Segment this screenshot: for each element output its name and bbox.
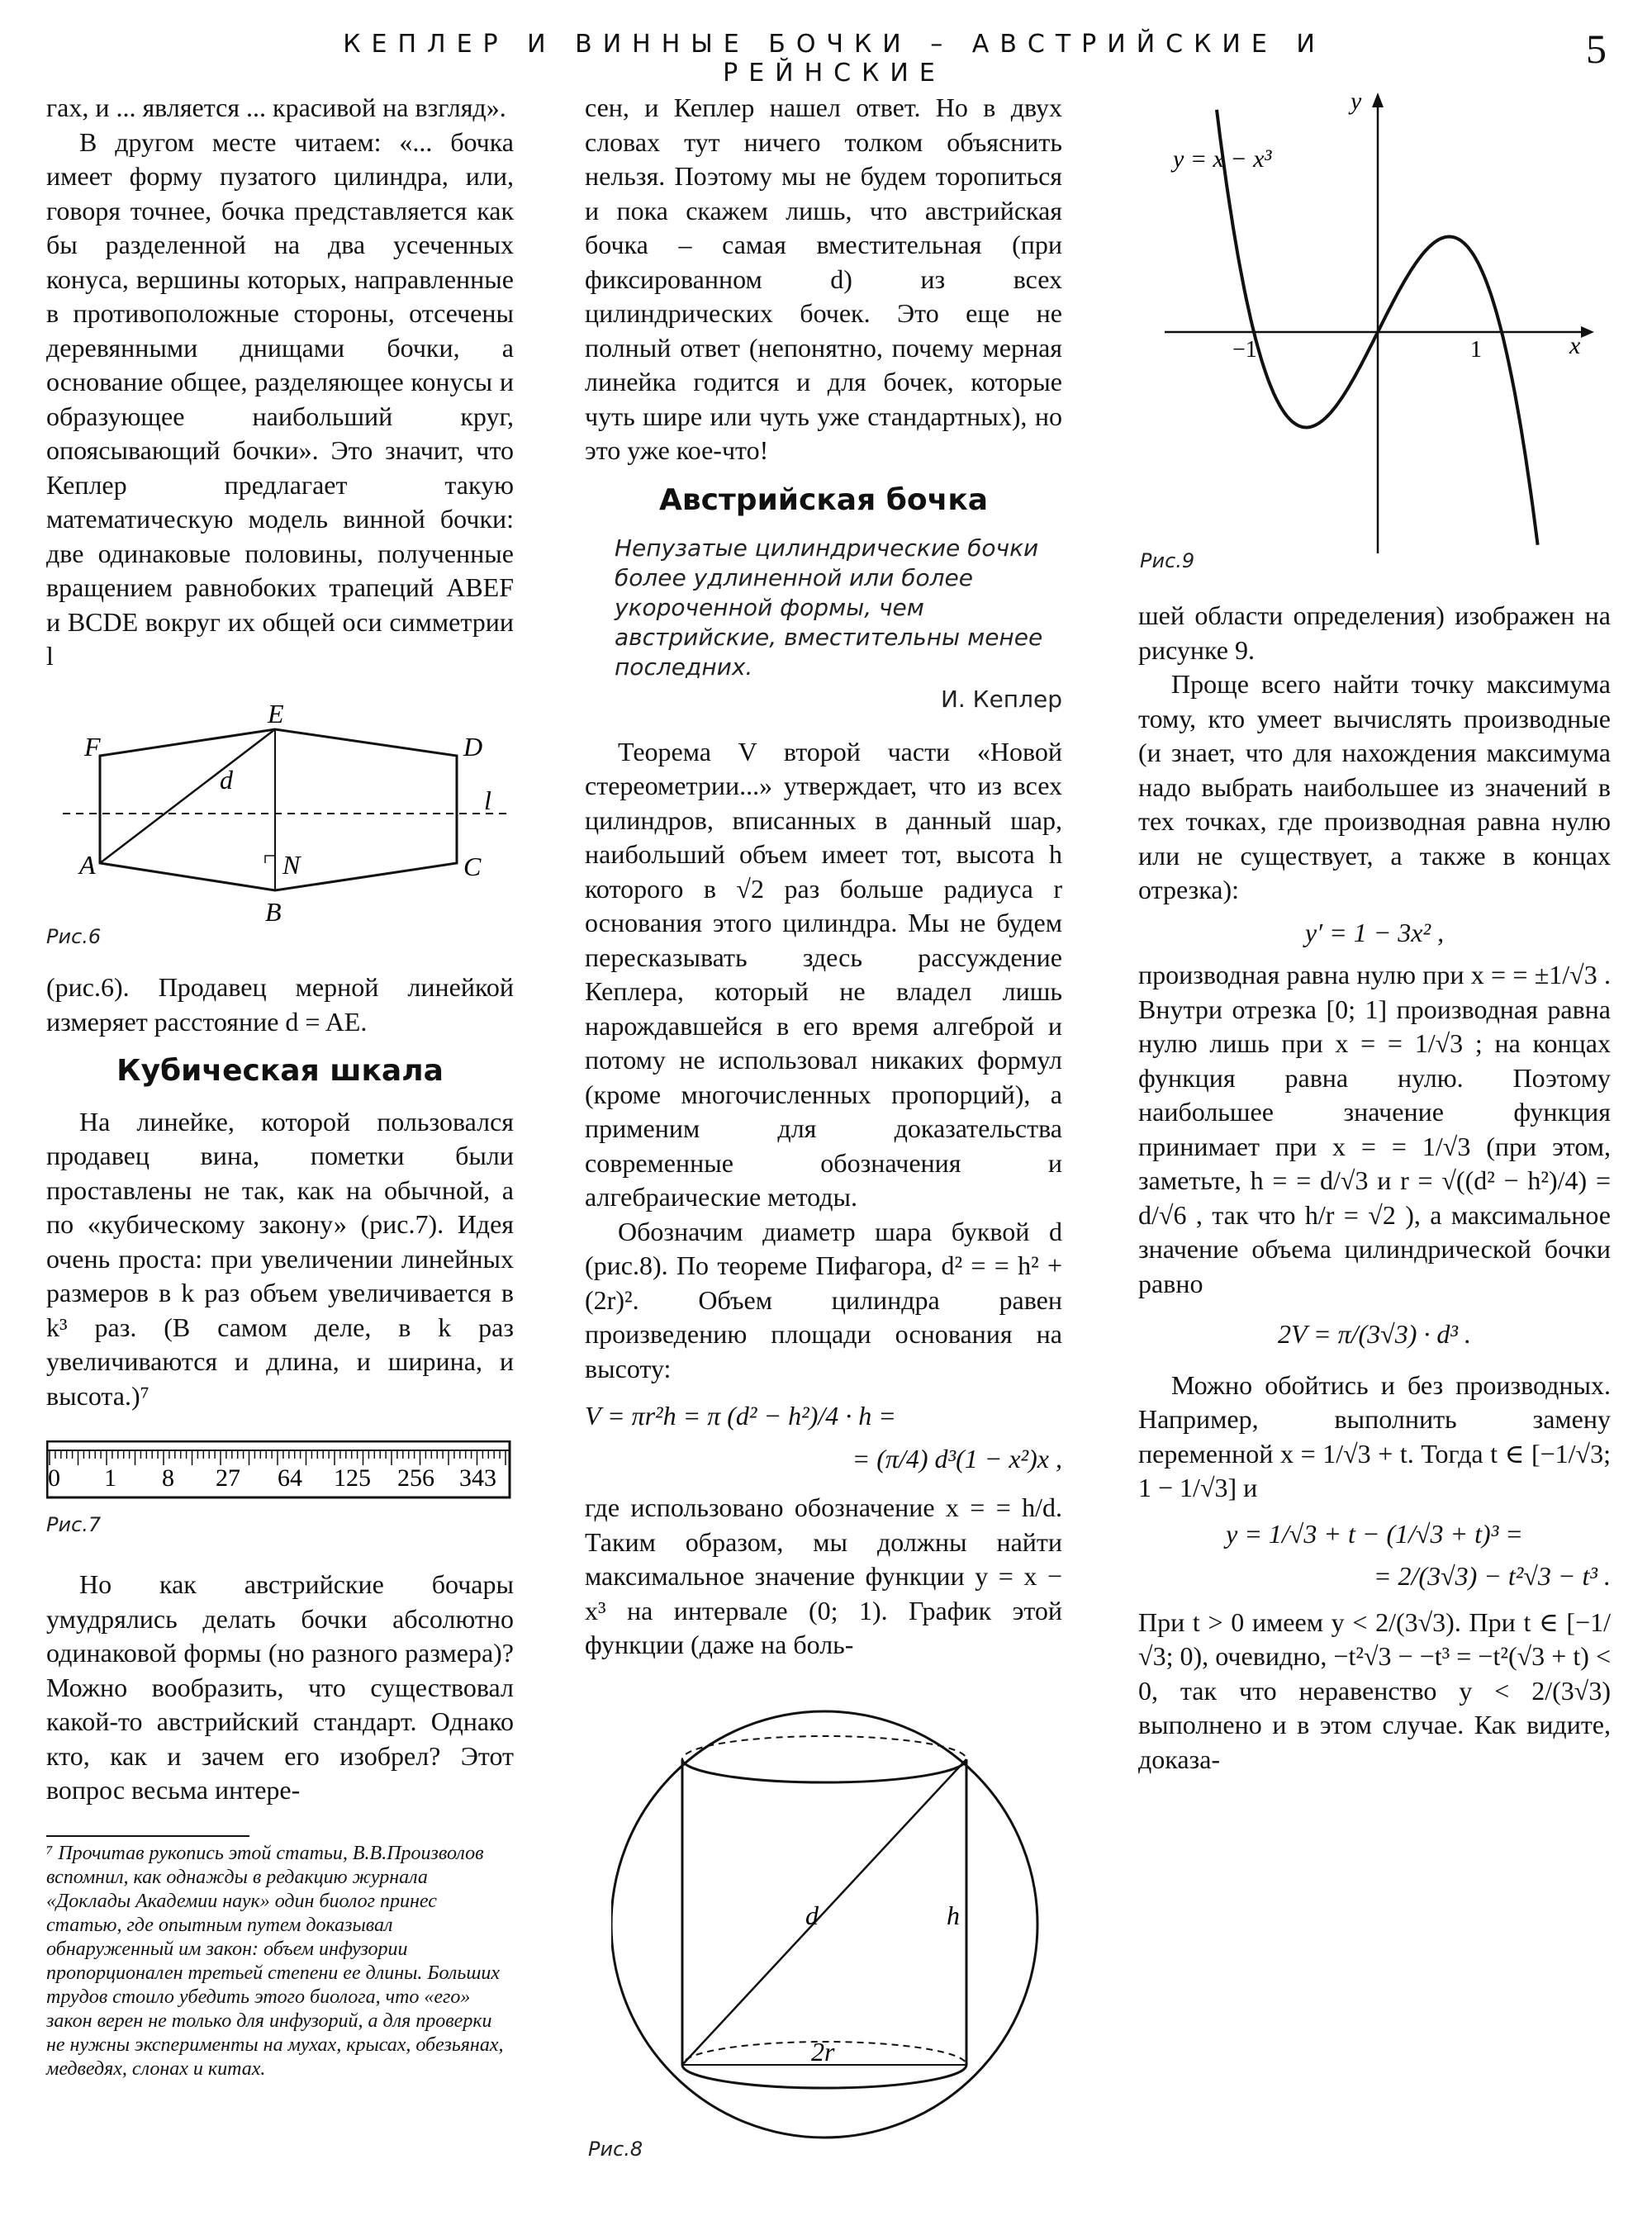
- fig9-x-axis-label: x: [1569, 332, 1581, 359]
- footnote-rule: [46, 1835, 249, 1837]
- epigraph-author: И. Кеплер: [940, 686, 1062, 713]
- substitution-formula-1: y = 1/√3 + t − (1/√3 + t)³ =: [1226, 1518, 1523, 1549]
- ruler-tick-64: 64: [278, 1464, 302, 1492]
- col2-paragraph-3: Обозначим диаметр шара буквой d (рис.8). По теореме Пифагора, d² = = h² + (2r)². Объем цилиндра равен произведению площади основания на высоту:: [585, 1216, 1062, 1383]
- col2-paragraph-1: сен, и Кеплер нашел ответ. Но в двух словах тут ничего толком объяснить нельзя. Поэтому мы не будем торопиться и пока скажем лишь, что австрийская бочка – самая вместительная (при фиксированном d) из всех цилиндрических бочек. Это еще не полный ответ (непонятно, почему мерная линейка годится и для бочек, которые чуть шире или чуть уже стандартных), но это уже кое-что!: [585, 93, 1062, 465]
- figure-8-caption: Рис.8: [588, 2138, 643, 2161]
- ruler-tick-256: 256: [397, 1464, 434, 1492]
- fig8-label-h: h: [947, 1900, 960, 1930]
- derivative-formula: y′ = 1 − 3x² ,: [1304, 917, 1445, 947]
- fig8-label-d: d: [805, 1900, 819, 1930]
- figure-6-caption: Рис.6: [46, 925, 102, 948]
- fig6-label-N: N: [282, 850, 301, 880]
- fig6-label-C: C: [463, 852, 482, 881]
- epigraph: Непузатые цилиндрические бочки более удлиненной или более укороченной формы, чем австрийские, вместительны менее последних.: [615, 534, 1043, 681]
- ruler-tick-0: 0: [48, 1464, 60, 1492]
- figure-7-caption: Рис.7: [46, 1513, 102, 1536]
- fig6-label-F: F: [84, 732, 101, 762]
- fig6-label-d: d: [220, 765, 233, 795]
- fig6-label-D: D: [463, 732, 483, 762]
- col1-paragraph-1: гах, и ... является ... красивой на взгляд».: [46, 93, 506, 122]
- fig8-label-2r: 2r: [811, 2037, 835, 2067]
- fig9-tick-neg1: −1: [1232, 337, 1257, 363]
- fig6-label-A: A: [79, 850, 96, 880]
- figure-9-caption: Рис.9: [1140, 549, 1195, 572]
- fig9-tick-1: 1: [1470, 337, 1482, 363]
- column-1: [46, 91, 514, 674]
- running-header: [0, 26, 1652, 88]
- col2-paragraph-2: Теорема V второй части «Новой стереометрии...» утверждает, что из всех цилиндров, вписанных в данный шар, наибольший объем имеет тот, высота h которого в √2 раз больше радиуса r основания этого цилиндра. Мы не будем пересказывать здесь рассуждение Кеплера, который не владел лишь нарождавшейся в его время алгеброй и потому не использовал никаких формул (кроме многочисленных пропорций), а применим для доказательства современные обозначения и алгебраические методы.: [585, 736, 1062, 1212]
- ruler-tick-343: 343: [459, 1464, 496, 1492]
- figure-8-cylinder-in-sphere: [611, 1701, 1041, 2147]
- fig6-label-B: B: [265, 897, 282, 927]
- fig9-y-axis-label: y: [1351, 91, 1362, 115]
- col3-paragraph-4: Можно обойтись и без производных. Например, выполнить замену переменной x = 1/√3 + t. Тогда t ∈ [−1/√3; 1 − 1/√3] и: [1138, 1369, 1611, 1502]
- page-number: 5: [1586, 26, 1607, 72]
- substitution-formula-2: = 2/(3√3) − t²√3 − t³ .: [1373, 1561, 1611, 1591]
- col3-paragraph-1: шей области определения) изображен на рисунке 9.: [1138, 600, 1611, 665]
- figure-9-cubic-graph: [1156, 91, 1602, 562]
- fig9-function-label: y = x − x³: [1173, 145, 1272, 173]
- section-title-cubic-scale: Кубическая шкала: [116, 1054, 444, 1088]
- max-volume-formula: 2V = π/(3√3) · d³ .: [1278, 1319, 1471, 1349]
- col1-paragraph-4: На линейке, которой пользовался продавец вина, пометки были проставлены не так, как на обычной, а по «кубическому закону» (рис.7). Идея очень проста: при увеличении линейных размеров в k раз объем увеличивается в k³ раз. (В самом деле, в k раз увеличиваются и длина, и ширина, и высота.)⁷: [46, 1106, 514, 1411]
- column-1-bottom: [46, 1568, 514, 1808]
- column-1-continued: [46, 970, 514, 1413]
- volume-formula-1: V = πr²h = π (d² − h²)/4 · h =: [585, 1401, 896, 1431]
- ruler-tick-27: 27: [216, 1464, 240, 1492]
- col3-paragraph-3: производная равна нулю при x = = ±1/√3 . Внутри отрезка [0; 1] производная равна нулю лишь при x = = 1/√3 ; на концах функция равна нулю. Поэтому наибольшее значение функция принимает при x = = 1/√3 (при этом, заметьте, h = = d/√3 и r = √((d² − h²)/4) = d/√6 , так что h/r = √2 ), а максимальное значение объема цилиндрической бочки равно: [1138, 960, 1611, 1298]
- figure-7-cubic-ruler: [46, 1440, 517, 1500]
- col2-paragraph-4: где использовано обозначение x = = h/d. Таким образом, мы должны найти максимальное значение функции y = x − x³ на интервале (0; 1). График этой функции (даже на боль-: [585, 1492, 1062, 1659]
- fig6-label-l: l: [484, 785, 491, 815]
- footnote-7: ⁷ Прочитав рукопись этой статьи, В.В.Произволов вспомнил, как однажды в редакцию журнала «Доклады Академии наук» один биолог принес статью, где опытным путем доказывал обнаруженный им закон: объем инфузории пропорционален третьей степени ее длины. Больших трудов стоило убедить этого биолога, что «его» закон верен не только для инфузорий, а для проверки не нужны эксперименты на мухах, крысах, обезьянах, медведях, слонах и китах.: [46, 1843, 504, 2080]
- header-title: КЕПЛЕР И ВИННЫЕ БОЧКИ – АВСТРИЙСКИЕ И РЕЙНСКИЕ: [343, 30, 1326, 88]
- fig6-label-E: E: [268, 702, 284, 728]
- column-3: [1138, 599, 1611, 1777]
- col1-paragraph-3: (рис.6). Продавец мерной линейкой измеряет расстояние d = AE.: [46, 972, 514, 1037]
- column-2: [585, 91, 1062, 1663]
- ruler-tick-8: 8: [162, 1464, 174, 1492]
- ruler-tick-1: 1: [104, 1464, 116, 1492]
- volume-formula-2: = (π/4) d³(1 − x²)x ,: [852, 1443, 1062, 1473]
- col1-paragraph-5: Но как австрийские бочары умудрялись делать бочки абсолютно одинаковой формы (но разного размера)? Можно вообразить, что существовал какой-то австрийский стандарт. Однако кто, как и зачем его изобрел? Этот вопрос весьма интере-: [46, 1569, 514, 1805]
- col3-paragraph-5: При t > 0 имеем y < 2/(3√3). При t ∈ [−1/√3; 0), очевидно, −t²√3 − −t³ = −t²(√3 + t) < 0, так что неравенство y < 2/(3√3) выполнено и в этом случае. Как видите, доказа-: [1138, 1606, 1611, 1774]
- figure-6-barrel-diagram: [46, 702, 517, 950]
- col1-paragraph-2: В другом месте читаем: «... бочка имеет форму пузатого цилиндра, или, говоря точнее, бочка представляется как бы разделенной на два усеченных конуса, вершины которых, направленные в противоположные стороны, отсечены деревянными днищами бочки, а основание общее, разделяющее конусы и образующее наибольший круг, опоясывающий бочки». Это значит, что Кеплер предлагает такую математическую модель винной бочки: две одинаковые половины, полученные вращением равнобоких трапеций ABEF и BCDE вокруг их общей оси симметрии l: [46, 126, 514, 671]
- ruler-tick-125: 125: [334, 1464, 371, 1492]
- col3-paragraph-2: Проще всего найти точку максимума тому, кто умеет вычислять производные (и знает, что для нахождения максимума надо выбрать наибольшее из значений в тех точках, где производная равна нулю или не существует, а также в концах отрезка):: [1138, 669, 1611, 904]
- section-title-austrian-barrel: Австрийская бочка: [658, 482, 989, 517]
